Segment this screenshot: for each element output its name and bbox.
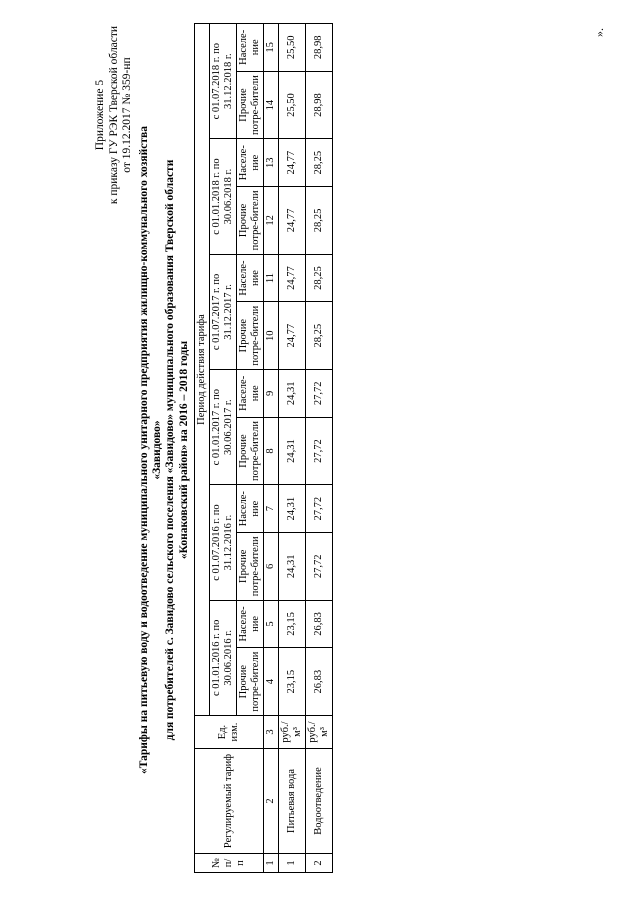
header-unit: Ед. изм. bbox=[195, 716, 264, 749]
col-num: 9 bbox=[264, 370, 279, 418]
header-period: Период действия тарифа bbox=[195, 24, 210, 716]
sub-other: Прочие потре-бители bbox=[237, 417, 264, 485]
col-num: 15 bbox=[264, 24, 279, 72]
row-value: 28,25 bbox=[306, 254, 333, 302]
row-value: 28,25 bbox=[306, 187, 333, 255]
row-value: 27,72 bbox=[306, 485, 333, 533]
col-num: 5 bbox=[264, 600, 279, 648]
period-1: с 01.01.2016 г. по 30.06.2016 г. bbox=[210, 600, 237, 715]
period-3: с 01.01.2017 г. по 30.06.2017 г. bbox=[210, 370, 237, 485]
appendix-block bbox=[94, 0, 135, 235]
sub-other: Прочие потре-бители bbox=[237, 648, 264, 716]
sub-pop: Населе-ние bbox=[237, 600, 264, 648]
sub-other: Прочие потре-бители bbox=[237, 302, 264, 370]
title-line-2: для потребителей с. Завидово сельского поселения «Завидово» муниципального образования Тверской области bbox=[164, 159, 177, 741]
col-num: 1 bbox=[264, 854, 279, 873]
row-value: 28,25 bbox=[306, 139, 333, 187]
row-unit: руб./м³ bbox=[279, 716, 306, 749]
col-num: 7 bbox=[264, 485, 279, 533]
header-name: Регулируемый тариф bbox=[195, 749, 264, 854]
col-num: 11 bbox=[264, 254, 279, 302]
sub-pop: Населе-ние bbox=[237, 139, 264, 187]
row-name: Водоотведение bbox=[306, 749, 333, 854]
column-number-row bbox=[264, 24, 279, 873]
row-value: 24,77 bbox=[279, 254, 306, 302]
header-row-1 bbox=[195, 24, 210, 873]
table-row bbox=[279, 24, 306, 873]
appendix-line-1: Приложение 5 bbox=[94, 79, 106, 151]
sub-other: Прочие потре-бители bbox=[237, 71, 264, 139]
row-value: 25,50 bbox=[279, 24, 306, 72]
sub-pop: Населе-ние bbox=[237, 370, 264, 418]
row-value: 27,72 bbox=[306, 370, 333, 418]
appendix-line-2: к приказу ГУ РЭК Тверской области bbox=[107, 25, 120, 205]
row-value: 24,31 bbox=[279, 532, 306, 600]
title-line-1: «Тарифы на питьевую воду и водоотведение муниципального унитарного предприятия жилищно-коммунального хозяйства «Завидово» bbox=[138, 126, 164, 774]
sub-other: Прочие потре-бители bbox=[237, 187, 264, 255]
col-num: 6 bbox=[264, 532, 279, 600]
row-value: 26,83 bbox=[306, 648, 333, 716]
row-value: 28,98 bbox=[306, 24, 333, 72]
col-num: 3 bbox=[264, 716, 279, 749]
header-no: № п/п bbox=[195, 854, 264, 873]
sub-pop: Населе-ние bbox=[237, 485, 264, 533]
table-row bbox=[306, 24, 333, 873]
period-5: с 01.01.2018 г. по 30.06.2018 г. bbox=[210, 139, 237, 254]
document-title bbox=[138, 125, 191, 775]
row-value: 28,25 bbox=[306, 302, 333, 370]
col-num: 12 bbox=[264, 187, 279, 255]
col-num: 4 bbox=[264, 648, 279, 716]
sub-pop: Населе-ние bbox=[237, 254, 264, 302]
period-6: с 01.07.2018 г. по 31.12.2018 г. bbox=[210, 24, 237, 139]
period-2: с 01.07.2016 г. по 31.12.2016 г. bbox=[210, 485, 237, 600]
col-num: 2 bbox=[264, 749, 279, 854]
row-value: 24,77 bbox=[279, 302, 306, 370]
row-value: 24,31 bbox=[279, 417, 306, 485]
col-num: 14 bbox=[264, 71, 279, 139]
row-value: 24,31 bbox=[279, 485, 306, 533]
col-num: 8 bbox=[264, 417, 279, 485]
row-no: 2 bbox=[306, 854, 333, 873]
row-value: 25,50 bbox=[279, 71, 306, 139]
row-value: 26,83 bbox=[306, 600, 333, 648]
row-value: 24,31 bbox=[279, 370, 306, 418]
row-name: Питьевая вода bbox=[279, 749, 306, 854]
row-value: 23,15 bbox=[279, 600, 306, 648]
sub-pop: Населе-ние bbox=[237, 24, 264, 72]
row-value: 27,72 bbox=[306, 417, 333, 485]
row-value: 23,15 bbox=[279, 648, 306, 716]
closing-quote: ». bbox=[592, 28, 606, 37]
title-line-3: «Конаковский район» на 2016 – 2018 годы bbox=[177, 340, 190, 560]
tariff-table bbox=[194, 23, 333, 873]
row-value: 28,98 bbox=[306, 71, 333, 139]
period-4: с 01.07.2017 г. по 31.12.2017 г. bbox=[210, 254, 237, 369]
row-no: 1 bbox=[279, 854, 306, 873]
appendix-line-3: от 19.12.2017 № 359-нп bbox=[121, 57, 133, 173]
row-value: 27,72 bbox=[306, 532, 333, 600]
row-value: 24,77 bbox=[279, 187, 306, 255]
row-unit: руб./м³ bbox=[306, 716, 333, 749]
row-value: 24,77 bbox=[279, 139, 306, 187]
col-num: 10 bbox=[264, 302, 279, 370]
sub-other: Прочие потре-бители bbox=[237, 532, 264, 600]
col-num: 13 bbox=[264, 139, 279, 187]
